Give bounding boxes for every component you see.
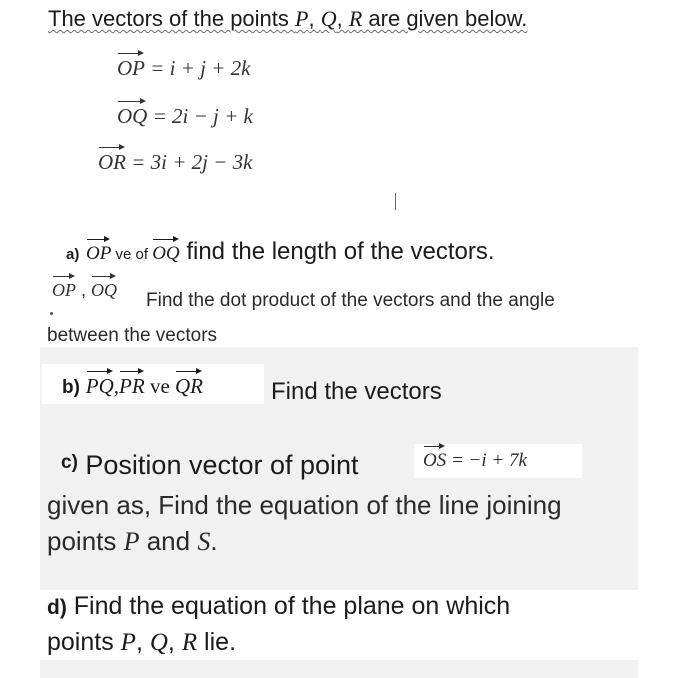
vector-oq: OQ <box>91 275 117 299</box>
separator: , <box>113 374 120 398</box>
point-r: R <box>181 629 198 656</box>
point-p: P <box>123 527 140 556</box>
question-d-line2 <box>47 628 236 657</box>
separator: , <box>76 280 92 300</box>
question-a-vectors <box>52 275 117 301</box>
question-d-text: Find the equation of the plane on which <box>66 592 511 620</box>
question-d-line2-suffix: lie. <box>197 628 237 656</box>
vector-oq: OQ <box>152 238 179 263</box>
period: . <box>210 526 218 556</box>
separator: , <box>135 628 150 656</box>
vector-qr: QR <box>175 370 203 397</box>
vector-op: OP <box>117 52 145 79</box>
vector-or: OR <box>98 146 126 173</box>
title-comma: , <box>336 6 349 31</box>
conjunction: and <box>139 526 198 556</box>
bottom-panel-strip <box>40 660 638 678</box>
separator: , <box>167 628 182 656</box>
vector-op: OP <box>86 238 111 263</box>
equation-os-rhs: = −i + 7k <box>446 450 527 471</box>
equation-or <box>98 146 253 175</box>
point-s: S <box>197 527 211 556</box>
question-b-connector: ve <box>144 374 176 398</box>
question-a-connector: ve of <box>111 246 153 263</box>
stray-dot <box>50 312 53 315</box>
title-suffix: are given below. <box>362 6 528 31</box>
question-c-label: c) <box>61 452 78 473</box>
equation-oq-rhs: = 2i − j + k <box>147 104 253 128</box>
equation-os <box>423 445 527 472</box>
question-d <box>47 592 510 621</box>
point-p: P <box>120 629 136 656</box>
title-text: The vectors of the points <box>48 6 296 31</box>
question-a <box>66 238 495 266</box>
question-a-text: find the length of the vectors. <box>179 238 495 265</box>
question-c-line3-text: points <box>47 526 124 556</box>
question-b-label: b) <box>62 377 80 398</box>
question-c-line2: given as, Find the equation of the line joining <box>47 490 562 520</box>
question-d-label: d) <box>47 596 67 619</box>
vector-pq: PQ <box>86 370 114 397</box>
point-r: R <box>348 6 363 31</box>
text-cursor <box>395 193 396 210</box>
question-a-line2: between the vectors <box>47 325 218 346</box>
question-b <box>62 370 203 399</box>
point-q: Q <box>320 6 337 31</box>
question-c <box>61 450 359 481</box>
equation-op-rhs: = i + j + 2k <box>145 56 251 80</box>
title-comma: , <box>308 6 321 31</box>
problem-title <box>48 6 527 32</box>
question-a-label: a) <box>66 246 80 263</box>
equation-or-rhs: = 3i + 2j − 3k <box>126 150 253 174</box>
question-c-text: Position vector of point <box>77 450 359 480</box>
equation-oq <box>117 100 253 129</box>
vector-pr: PR <box>119 370 145 397</box>
point-q: Q <box>149 629 168 656</box>
question-b-text: Find the vectors <box>271 378 442 405</box>
vector-os: OS <box>423 445 446 470</box>
equation-op <box>117 52 251 81</box>
question-a-dot-product-text: Find the dot product of the vectors and the angle <box>146 290 555 311</box>
vector-op: OP <box>52 275 76 299</box>
point-p: P <box>295 6 309 31</box>
vector-oq: OQ <box>117 100 147 127</box>
question-d-line2-text: points <box>47 628 121 656</box>
question-c-line3 <box>47 526 218 557</box>
